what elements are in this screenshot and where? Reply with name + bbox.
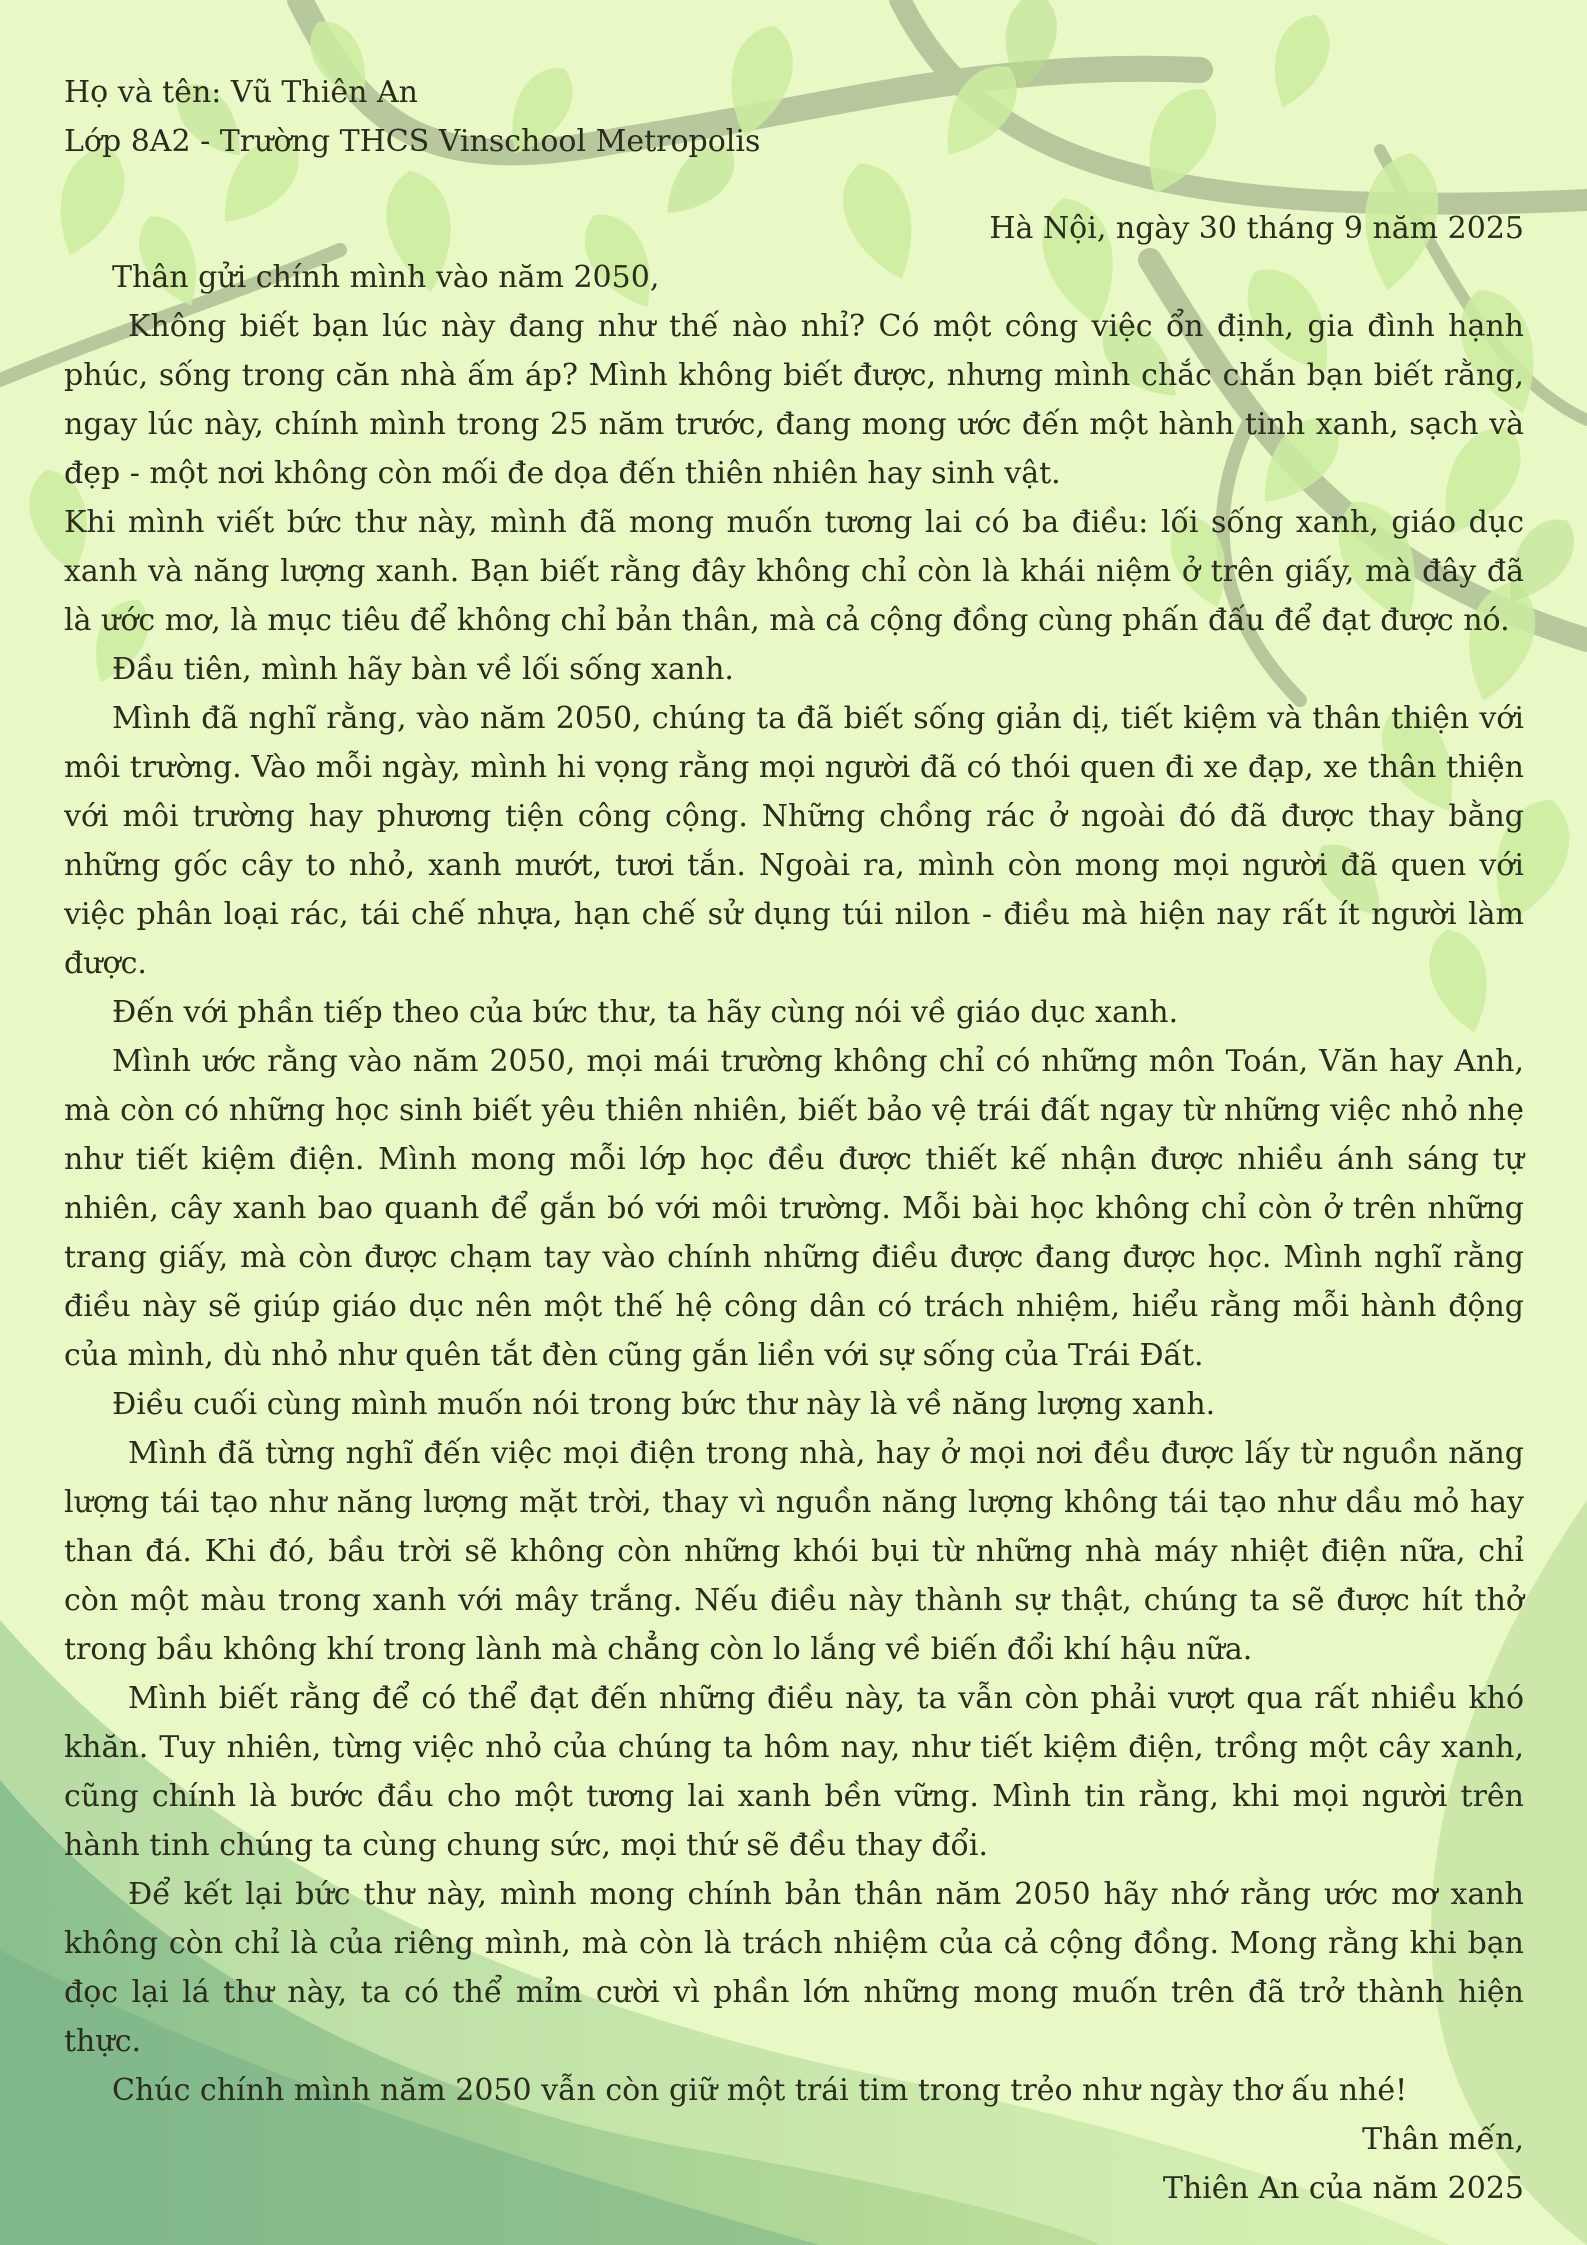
letter-greeting: Thân gửi chính mình vào năm 2050, bbox=[112, 260, 660, 295]
letter-paragraph: Điều cuối cùng mình muốn nói trong bức thư này là về năng lượng xanh. bbox=[112, 1387, 1216, 1422]
letter-paragraph: Chúc chính mình năm 2050 vẫn còn giữ một trái tim trong trẻo như ngày thơ ấu nhé! bbox=[112, 2073, 1408, 2108]
student-class: Lớp 8A2 - Trường THCS Vinschool Metropolis bbox=[64, 124, 761, 159]
letter-paragraph: Khi mình viết bức thư này, mình đã mong muốn tương lai có ba điều: lối sống xanh, giáo dục xanh và năng lượng xanh. Bạn biết rằng đây không chỉ còn là khái niệm ở trên giấy, mà đây đã là ước mơ, là mục tiêu để không chỉ bản thân, mà cả cộng đồng cùng phấn đấu để đạt được nó. bbox=[64, 505, 1524, 638]
letter-date: Hà Nội, ngày 30 tháng 9 năm 2025 bbox=[989, 211, 1524, 246]
letter-closing: Thân mến, bbox=[1362, 2122, 1524, 2157]
letter-paragraph: Mình biết rằng để có thể đạt đến những điều này, ta vẫn còn phải vượt qua rất nhiều khó khăn. Tuy nhiên, từng việc nhỏ của chúng ta hôm nay, như tiết kiệm điện, trồng một cây xanh, cũng chính là bước đầu cho một tương lai xanh bền vững. Mình tin rằng, khi mọi người trên hành tinh chúng ta cùng chung sức, mọi thứ sẽ đều thay đổi. bbox=[64, 1681, 1524, 1863]
letter-paragraph: Đến với phần tiếp theo của bức thư, ta hãy cùng nói về giáo dục xanh. bbox=[112, 995, 1179, 1030]
letter-paragraph: Để kết lại bức thư này, mình mong chính bản thân năm 2050 hãy nhớ rằng ước mơ xanh không còn chỉ là của riêng mình, mà còn là trách nhiệm của cả cộng đồng. Mong rằng khi bạn đọc lại lá thư này, ta có thể mỉm cười vì phần lớn những mong muốn trên đã trở thành hiện thực. bbox=[64, 1877, 1524, 2059]
letter-signature: Thiên An của năm 2025 bbox=[1162, 2171, 1524, 2206]
letter-paragraph: Không biết bạn lúc này đang như thế nào nhỉ? Có một công việc ổn định, gia đình hạnh phúc, sống trong căn nhà ấm áp? Mình không biết được, nhưng mình chắc chắn bạn biết rằng, ngay lúc này, chính mình trong 25 năm trước, đang mong ước đến một hành tinh xanh, sạch và đẹp - một nơi không còn mối đe dọa đến thiên nhiên hay sinh vật. bbox=[64, 309, 1524, 491]
student-name: Họ và tên: Vũ Thiên An bbox=[64, 75, 418, 110]
letter-paragraph: Mình đã từng nghĩ đến việc mọi điện trong nhà, hay ở mọi nơi đều được lấy từ nguồn năng lượng tái tạo như năng lượng mặt trời, thay vì nguồn năng lượng không tái tạo như dầu mỏ hay than đá. Khi đó, bầu trời sẽ không còn những khói bụi từ những nhà máy nhiệt điện nữa, chỉ còn một màu trong xanh với mây trắng. Nếu điều này thành sự thật, chúng ta sẽ được hít thở trong bầu không khí trong lành mà chẳng còn lo lắng về biến đổi khí hậu nữa. bbox=[64, 1436, 1524, 1667]
letter bbox=[64, 68, 1524, 2213]
letter-paragraph: Mình đã nghĩ rằng, vào năm 2050, chúng ta đã biết sống giản dị, tiết kiệm và thân thiện với môi trường. Vào mỗi ngày, mình hi vọng rằng mọi người đã có thói quen đi xe đạp, xe thân thiện với môi trường hay phương tiện công cộng. Những chồng rác ở ngoài đó đã được thay bằng những gốc cây to nhỏ, xanh mướt, tươi tắn. Ngoài ra, mình còn mong mọi người đã quen với việc phân loại rác, tái chế nhựa, hạn chế sử dụng túi nilon - điều mà hiện nay rất ít người làm được. bbox=[64, 701, 1524, 981]
letter-paragraph: Đầu tiên, mình hãy bàn về lối sống xanh. bbox=[112, 652, 734, 687]
letter-paragraph: Mình ước rằng vào năm 2050, mọi mái trường không chỉ có những môn Toán, Văn hay Anh, mà còn có những học sinh biết yêu thiên nhiên, biết bảo vệ trái đất ngay từ những việc nhỏ nhẹ như tiết kiệm điện. Mình mong mỗi lớp học đều được thiết kế nhận được nhiều ánh sáng tự nhiên, cây xanh bao quanh để gắn bó với môi trường. Mỗi bài học không chỉ còn ở trên những trang giấy, mà còn được chạm tay vào chính những điều được đang được học. Mình nghĩ rằng điều này sẽ giúp giáo dục nên một thế hệ công dân có trách nhiệm, hiểu rằng mỗi hành động của mình, dù nhỏ như quên tắt đèn cũng gắn liền với sự sống của Trái Đất. bbox=[64, 1044, 1524, 1373]
